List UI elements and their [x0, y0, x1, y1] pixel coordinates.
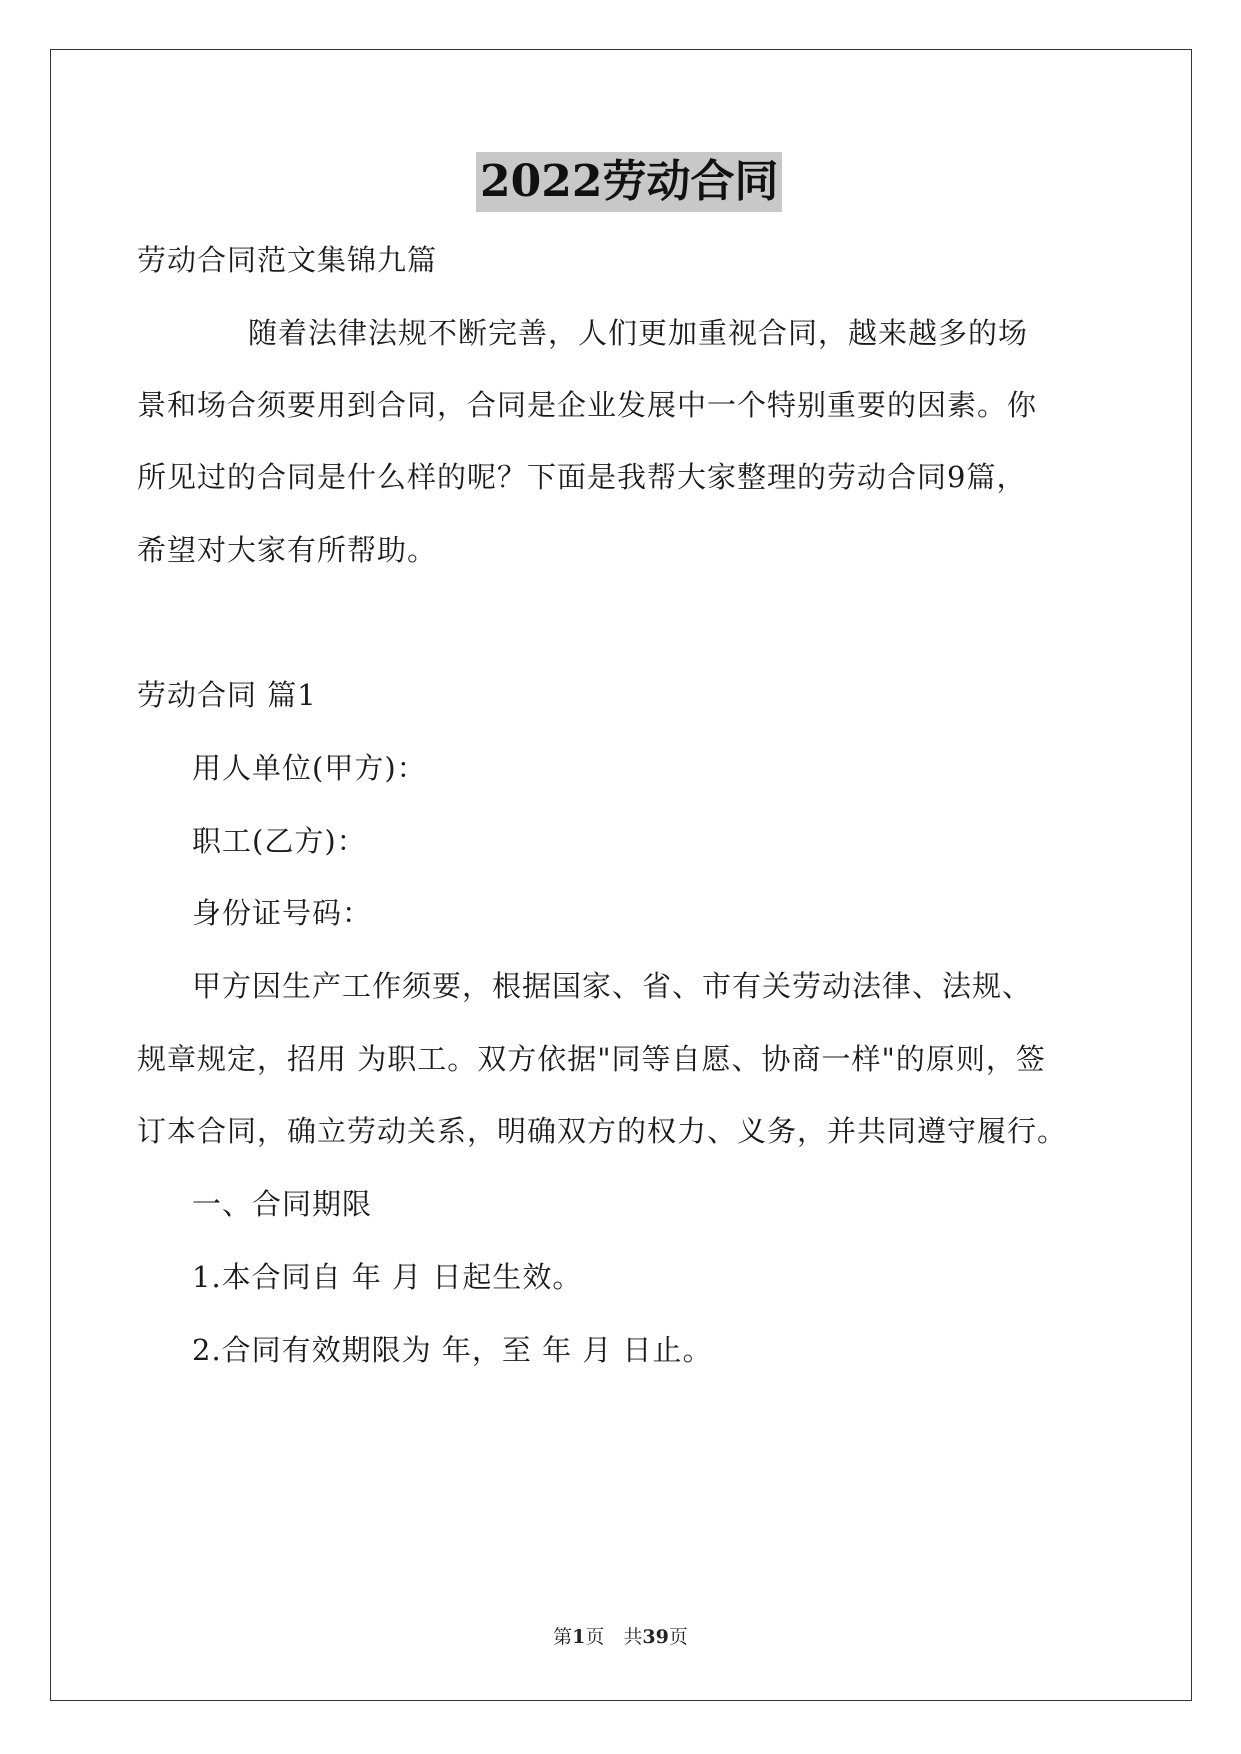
footer-middle: 页 共: [585, 1626, 643, 1648]
body-line-1: 甲方因生产工作须要，根据国家、省、市有关劳动法律、法规、: [192, 969, 1033, 1003]
intro-line-2: 景和场合须要用到合同，合同是企业发展中一个特别重要的因素。你: [137, 388, 1038, 422]
clause-heading: 一、合同期限: [192, 1187, 373, 1221]
page-border: [50, 49, 1192, 1701]
body-line-2: 规章规定，招用 为职工。双方依据"同等自愿、协商一样"的原则，签: [137, 1042, 1046, 1076]
employer-field: 用人单位(甲方)：: [192, 751, 427, 785]
intro-line-3: 所见过的合同是什么样的呢？下面是我帮大家整理的劳动合同9篇，: [137, 460, 1027, 494]
section-heading: 劳动合同 篇1: [137, 678, 317, 712]
intro-line-4: 希望对大家有所帮助。: [137, 533, 438, 567]
page-footer: [0, 1625, 1241, 1649]
footer-suffix: 页: [668, 1626, 688, 1648]
document-title: 2022劳动合同: [476, 152, 782, 212]
clause-1: 1.本合同自 年 月 日起生效。: [192, 1260, 583, 1294]
document-subtitle: 劳动合同范文集锦九篇: [137, 243, 438, 277]
footer-prefix: 第: [553, 1626, 573, 1648]
total-pages-number: 39: [642, 1626, 669, 1648]
id-number-field: 身份证号码：: [192, 896, 373, 930]
body-line-3: 订本合同，确立劳动关系，明确双方的权力、义务，并共同遵守履行。: [137, 1114, 1068, 1148]
current-page-number: 1: [572, 1626, 586, 1648]
clause-2: 2.合同有效期限为 年，至 年 月 日止。: [192, 1333, 713, 1367]
employee-field: 职工(乙方)：: [192, 824, 367, 858]
intro-line-1: 随着法律法规不断完善，人们更加重视合同，越来越多的场: [248, 316, 1029, 350]
